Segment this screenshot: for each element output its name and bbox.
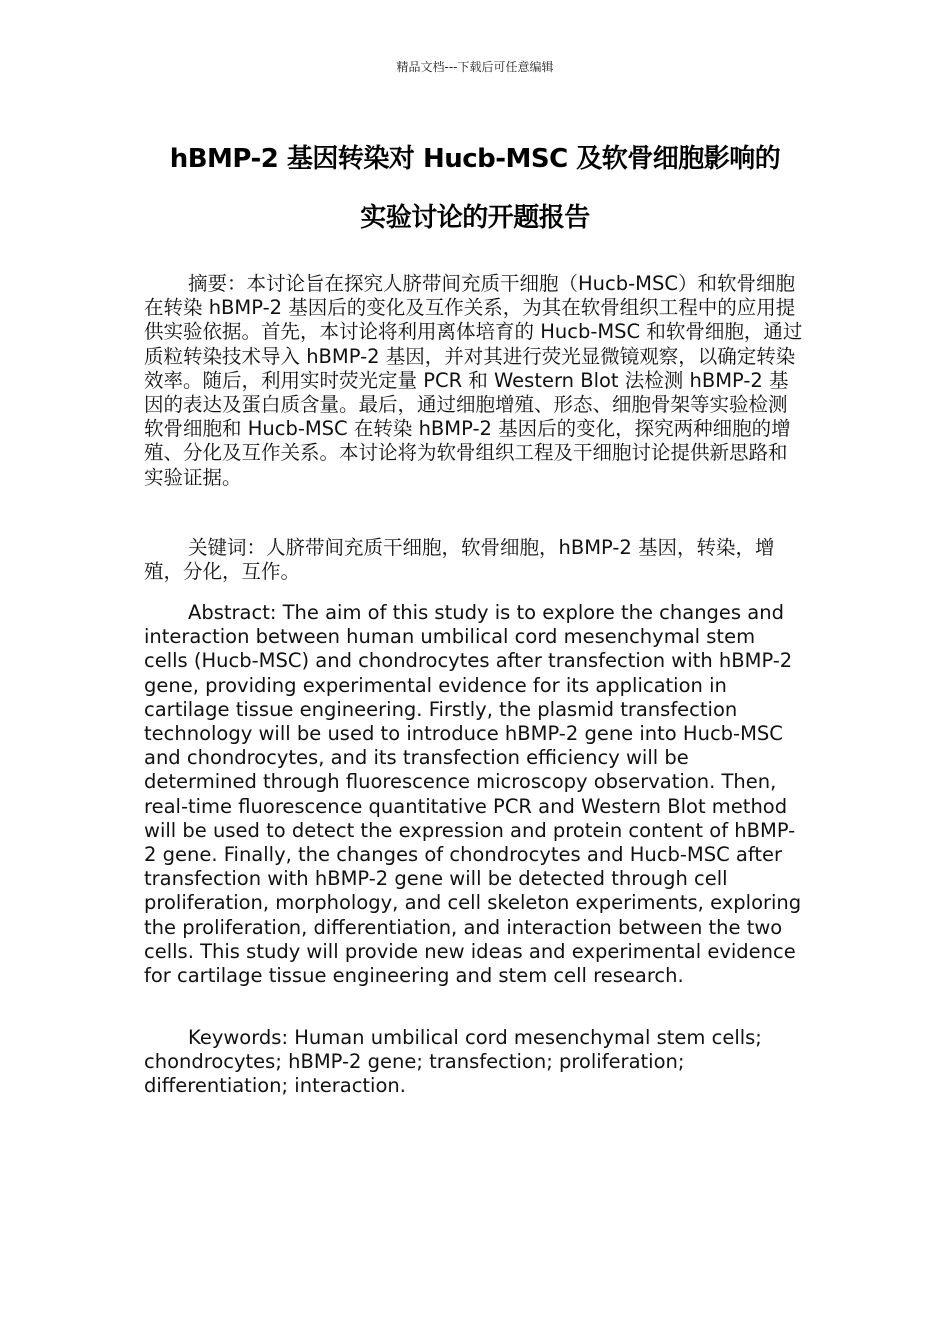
chinese-abstract-text: 摘要：本讨论旨在探究人脐带间充质干细胞（Hucb-MSC）和软骨细胞在转染 hBMP-2 基因后的变化及互作关系，为其在软骨组织工程中的应用提供实验依据。首先，本讨论将利用离体培育的 Hucb-MSC 和软骨细胞，通过质粒转染技术导入 hBMP-2 基因，并对其进行荧光显微镜观察，以确定转染效率。随后，利用实时荧光定量 PCR 和 Western Blot 法检测 hBMP-2 基因的表达及蛋白质含量。最后，通过细胞增殖、形态、细胞骨架等实验检测软骨细胞和 Hucb-MSC 在转染 hBMP-2 基因后的变化，探究两种细胞的增殖、分化及互作关系。本讨论将为软骨组织工程及干细胞讨论提供新思路和实验证据。 xyxy=(144,272,803,489)
document-title-line-1: hBMP-2 基因转染对 Hucb-MSC 及软骨细胞影响的 xyxy=(169,144,781,174)
chinese-keywords-section xyxy=(144,536,804,584)
english-abstract-text: Abstract: The aim of this study is to explore the changes and interaction between human umbilical cord mesenchymal stem cells (Hucb-MSC) and chondrocytes after transfection with hBMP-2 gene, providing experimental evidence for its application in cartilage tissue engineering. Firstly, the plasmid transfection technology will be used to introduce hBMP-2 gene into Hucb-MSC and chondrocytes, and its transfection efficiency will be determined through fluorescence microscopy observation. Then, real-time fluorescence quantitative PCR and Western Blot method will be used to detect the expression and protein content of hBMP-2 gene. Finally, the changes of chondrocytes and Hucb-MSC after transfection with hBMP-2 gene will be detected through cell proliferation, morphology, and cell skeleton experiments, exploring the proliferation, differentiation, and interaction between the two cells. This study will provide new ideas and experimental evidence for cartilage tissue engineering and stem cell research. xyxy=(144,601,802,988)
header-note: 精品文档---下载后可任意编辑 xyxy=(396,60,554,74)
document-title-line-2: 实验讨论的开题报告 xyxy=(360,203,590,233)
english-abstract-section xyxy=(144,601,804,988)
english-keywords-section xyxy=(144,1026,804,1099)
chinese-keywords-text: 关键词：人脐带间充质干细胞，软骨细胞，hBMP-2 基因，转染，增殖，分化，互作。 xyxy=(144,536,775,584)
chinese-abstract-section xyxy=(144,272,804,490)
english-keywords-text: Keywords: Human umbilical cord mesenchymal stem cells; chondrocytes; hBMP-2 gene; transfection; proliferation; differentiation; interaction. xyxy=(144,1026,762,1098)
